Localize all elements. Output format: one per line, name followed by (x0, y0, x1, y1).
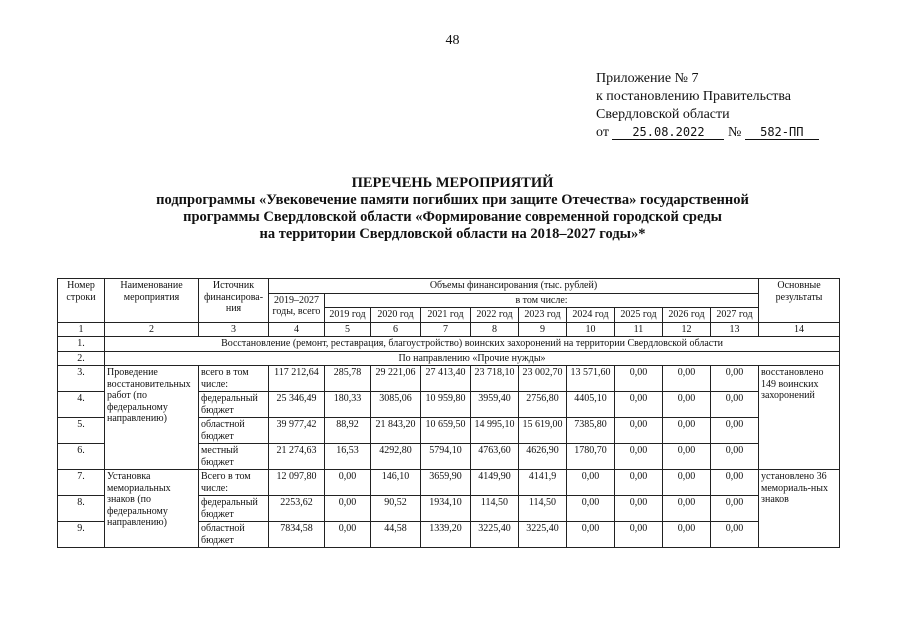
funding-value: 23 002,70 (519, 366, 567, 392)
column-number: 11 (615, 322, 663, 337)
table-row (58, 470, 840, 496)
funding-value: 4405,10 (567, 392, 615, 418)
funding-value: 117 212,64 (269, 366, 325, 392)
funding-value: 0,00 (663, 366, 711, 392)
funding-value: 0,00 (567, 496, 615, 522)
header-total: 2019–2027 годы, всего (269, 293, 325, 322)
appendix-date-line (596, 124, 896, 142)
document-heading (0, 175, 905, 243)
column-number: 2 (105, 322, 199, 337)
table-row (58, 366, 840, 392)
header-row-number: Номер строки (58, 279, 105, 323)
resolution-date: 25.08.2022 (612, 125, 724, 140)
funding-source: областной бюджет (199, 418, 269, 444)
funding-source: местный бюджет (199, 444, 269, 470)
appendix-region: Свердловской области (596, 107, 730, 122)
column-number: 3 (199, 322, 269, 337)
header-source: Источник финансирова-ния (199, 279, 269, 323)
funding-source: федеральный бюджет (199, 496, 269, 522)
funding-value: 88,92 (325, 418, 371, 444)
column-number: 4 (269, 322, 325, 337)
row-number: 2. (58, 351, 105, 366)
column-number: 14 (759, 322, 840, 337)
funding-value: 2756,80 (519, 392, 567, 418)
header-year: 2020 год (371, 308, 421, 323)
funding-source: федеральный бюджет (199, 392, 269, 418)
funding-source: Всего в том числе: (199, 470, 269, 496)
funding-value: 3959,40 (471, 392, 519, 418)
funding-value: 12 097,80 (269, 470, 325, 496)
row-number: 1. (58, 337, 105, 352)
funding-value: 29 221,06 (371, 366, 421, 392)
funding-value: 0,00 (711, 366, 759, 392)
funding-value: 23 718,10 (471, 366, 519, 392)
funding-value: 3225,40 (519, 522, 567, 548)
funding-value: 0,00 (615, 496, 663, 522)
funding-value: 14 995,10 (471, 418, 519, 444)
funding-value: 2253,62 (269, 496, 325, 522)
heading-line-2: программы Свердловской области «Формирование современной городской среды (183, 209, 722, 225)
funding-value: 285,78 (325, 366, 371, 392)
funding-value: 4626,90 (519, 444, 567, 470)
funding-value: 0,00 (711, 470, 759, 496)
funding-value: 10 659,50 (421, 418, 471, 444)
funding-value: 16,53 (325, 444, 371, 470)
funding-value: 27 413,40 (421, 366, 471, 392)
page-number: 48 (445, 33, 460, 48)
header-volumes: Объемы финансирования (тыс. рублей) (269, 279, 759, 294)
funding-value: 3659,90 (421, 470, 471, 496)
funding-value: 0,00 (663, 496, 711, 522)
funding-value: 1780,70 (567, 444, 615, 470)
funding-value: 4141,9 (519, 470, 567, 496)
funding-value: 0,00 (567, 522, 615, 548)
funding-value: 0,00 (325, 496, 371, 522)
appendix-resolution: к постановлению Правительства (596, 89, 792, 104)
header-year: 2021 год (421, 308, 471, 323)
funding-value: 146,10 (371, 470, 421, 496)
header-year: 2026 год (663, 308, 711, 323)
funding-value: 90,52 (371, 496, 421, 522)
heading-line-3: на территории Свердловской области на 2018–2027 годы»* (259, 226, 646, 242)
column-number: 1 (58, 322, 105, 337)
funding-value: 0,00 (325, 470, 371, 496)
funding-value: 0,00 (711, 522, 759, 548)
section-row (58, 337, 840, 352)
column-number: 10 (567, 322, 615, 337)
number-prefix: № (727, 125, 742, 140)
funding-value: 0,00 (325, 522, 371, 548)
funding-value: 0,00 (663, 444, 711, 470)
row-number: 4. (58, 392, 105, 418)
header-year: 2027 год (711, 308, 759, 323)
funding-value: 44,58 (371, 522, 421, 548)
column-number-row (58, 322, 840, 337)
section-title: Восстановление (ремонт, реставрация, благоустройство) воинских захоронений на территории Свердловской области (105, 337, 840, 352)
funding-value: 0,00 (567, 470, 615, 496)
funding-value: 39 977,42 (269, 418, 325, 444)
funding-value: 7385,80 (567, 418, 615, 444)
funding-value: 0,00 (711, 444, 759, 470)
row-number: 7. (58, 470, 105, 496)
column-number: 13 (711, 322, 759, 337)
header-name: Наименование мероприятия (105, 279, 199, 323)
funding-value: 3225,40 (471, 522, 519, 548)
heading-line-1: подпрограммы «Увековечение памяти погибших при защите Отечества» государственной (156, 192, 749, 208)
column-number: 6 (371, 322, 421, 337)
header-year: 2024 год (567, 308, 615, 323)
funding-value: 10 959,80 (421, 392, 471, 418)
funding-value: 0,00 (615, 470, 663, 496)
funding-value: 4149,90 (471, 470, 519, 496)
funding-value: 0,00 (615, 392, 663, 418)
funding-value: 0,00 (615, 366, 663, 392)
funding-value: 25 346,49 (269, 392, 325, 418)
column-number: 12 (663, 322, 711, 337)
activity-name: Проведение восстановительных работ (по федеральному направлению) (105, 366, 199, 470)
funding-value: 0,00 (615, 444, 663, 470)
funding-value: 0,00 (711, 418, 759, 444)
funding-value: 15 619,00 (519, 418, 567, 444)
funding-value: 3085,06 (371, 392, 421, 418)
funding-value: 0,00 (663, 392, 711, 418)
funding-value: 1934,10 (421, 496, 471, 522)
activities-table (57, 278, 840, 548)
row-number: 9. (58, 522, 105, 548)
row-number: 6. (58, 444, 105, 470)
funding-value: 5794,10 (421, 444, 471, 470)
funding-value: 4292,80 (371, 444, 421, 470)
header-including: в том числе: (325, 293, 759, 308)
funding-value: 7834,58 (269, 522, 325, 548)
column-number: 5 (325, 322, 371, 337)
funding-value: 0,00 (663, 470, 711, 496)
column-number: 7 (421, 322, 471, 337)
funding-value: 1339,20 (421, 522, 471, 548)
column-number: 9 (519, 322, 567, 337)
date-prefix: от (596, 125, 609, 140)
funding-value: 0,00 (663, 522, 711, 548)
funding-source: областной бюджет (199, 522, 269, 548)
appendix-block (596, 70, 896, 142)
activity-result: установлено 36 мемориаль-ных знаков (759, 470, 840, 548)
funding-value: 0,00 (711, 496, 759, 522)
header-year: 2025 год (615, 308, 663, 323)
row-number: 5. (58, 418, 105, 444)
funding-value: 0,00 (711, 392, 759, 418)
table-body (58, 279, 840, 548)
header-row-1 (58, 279, 840, 294)
activity-name: Установка мемориальных знаков (по федеральному направлению) (105, 470, 199, 548)
appendix-title: Приложение № 7 (596, 71, 699, 86)
funding-value: 114,50 (519, 496, 567, 522)
funding-value: 0,00 (615, 418, 663, 444)
activity-result: восстановлено 149 воинских захоронений (759, 366, 840, 470)
funding-value: 180,33 (325, 392, 371, 418)
header-year: 2022 год (471, 308, 519, 323)
header-year: 2023 год (519, 308, 567, 323)
funding-value: 21 274,63 (269, 444, 325, 470)
funding-value: 13 571,60 (567, 366, 615, 392)
header-results: Основные результаты (759, 279, 840, 323)
heading-title: ПЕРЕЧЕНЬ МЕРОПРИЯТИЙ (351, 175, 554, 191)
funding-value: 114,50 (471, 496, 519, 522)
section-title: По направлению «Прочие нужды» (105, 351, 840, 366)
funding-value: 21 843,20 (371, 418, 421, 444)
row-number: 8. (58, 496, 105, 522)
resolution-number: 582-ПП (745, 125, 819, 140)
funding-source: всего в том числе: (199, 366, 269, 392)
funding-value: 4763,60 (471, 444, 519, 470)
funding-value: 0,00 (663, 418, 711, 444)
section-row (58, 351, 840, 366)
funding-value: 0,00 (615, 522, 663, 548)
header-year: 2019 год (325, 308, 371, 323)
row-number: 3. (58, 366, 105, 392)
column-number: 8 (471, 322, 519, 337)
